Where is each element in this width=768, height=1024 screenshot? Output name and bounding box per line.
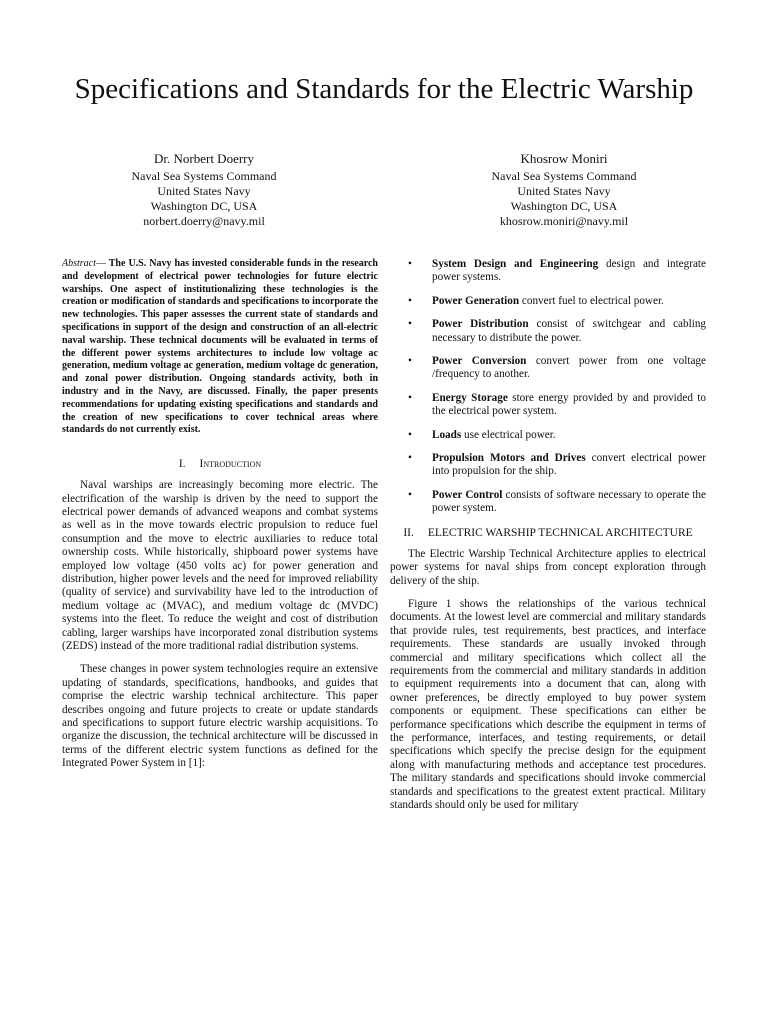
list-item-text: consist of switchgear and cabling necessary to distribute the power.	[432, 318, 707, 344]
list-item	[390, 452, 706, 479]
list-item-text: consists of software necessary to operate the power system.	[432, 488, 706, 515]
list-item	[390, 489, 706, 516]
author-branch: United States Navy	[517, 184, 611, 198]
list-item-term: Power Control	[432, 488, 503, 501]
author-location: Washington DC, USA	[150, 199, 258, 213]
bullet-icon: •	[408, 318, 412, 331]
bullet-icon: •	[408, 428, 412, 441]
left-column	[62, 258, 378, 781]
body-paragraph: Figure 1 shows the relationships of the various technical documents. At the lowest level are commercial and military standards that provide rules, test requirements, best practices, and interface requirements. These standards are usually invoked through commercial and military specifications which collect all the requirements from the commercial and military standards in addition to equipment requirements into a document that can, along with owner preferences, be directly employed to buy power system components or equipment. These specifications can either be performance specifications which describe the equipment in terms of the performance, interfaces, and testing requirements, or detail specifications which specify the precise design for the equipment along with manufacturing methods and acceptance test procedures. The military standards and specifications should invoke commercial standards and specifications to the greatest extent practical. Military standards should only be used for military	[390, 597, 706, 811]
bullet-icon: •	[408, 294, 412, 307]
bullet-icon: •	[408, 258, 412, 270]
list-item-term: Propulsion Motors and Drives	[432, 452, 586, 465]
list-item-term: Energy Storage	[432, 391, 508, 404]
list-item-text: use electrical power.	[461, 428, 556, 441]
list-item-term: Loads	[432, 428, 462, 441]
author-location: Washington DC, USA	[510, 199, 618, 213]
author-email: khosrow.moniri@navy.mil	[499, 214, 629, 228]
section-heading-introduction	[62, 457, 378, 471]
section-number: I.	[178, 458, 186, 471]
section-number: II.	[403, 526, 414, 539]
list-item	[390, 258, 706, 285]
author-name: Dr. Norbert Doerry	[154, 151, 254, 166]
list-item-term: System Design and Engineering	[432, 258, 599, 270]
bullet-icon: •	[408, 452, 412, 465]
section-title: ELECTRIC WARSHIP TECHNICAL ARCHITECTURE	[427, 526, 693, 539]
list-item-text: convert power from one voltage /frequency to another.	[432, 355, 706, 381]
paper-title: Specifications and Standards for the Electric Warship	[74, 73, 694, 105]
list-item	[390, 318, 706, 345]
abstract-label: Abstract	[62, 258, 96, 269]
section-heading-technical-architecture	[390, 526, 706, 540]
abstract	[62, 258, 378, 437]
author-branch: United States Navy	[157, 184, 251, 198]
list-item	[390, 392, 706, 419]
body-paragraph: These changes in power system technologies require an extensive updating of standards, specifications, handbooks, and guides that comprise the electric warship technical architecture. This paper describes ongoing and future projects to create or update standards and specifications to support future electric warship acquisitions. To organize the discussion, the technical architecture will be discussed in terms of the different electric system functions as defined for the Integrated Power System in [1]:	[62, 663, 378, 770]
author-organization: Naval Sea Systems Command	[131, 169, 277, 183]
author-block-2	[424, 151, 704, 229]
right-column	[390, 258, 706, 822]
bullet-icon: •	[408, 355, 412, 368]
list-item-text: store energy provided by and provided to the electrical power system.	[432, 391, 707, 418]
list-item-term: Power Generation	[432, 294, 520, 307]
abstract-text: The U.S. Navy has invested considerable funds in the research and development of electrical power technologies for future electric warships. One aspect of institutionalizing these technologies is the creation or modification of standards and specifications to incorporate the new technologies. This paper assesses the current state of standards and specifications in support of the design and construction of an all-electric naval warship. These technical documents will be evaluated in terms of the different power systems architectures to include low voltage ac generation, medium voltage ac generation, medium voltage dc generation, and zonal power distribution. Ongoing standards activity, both in industry and in the Navy, are discussed. Finally, the paper presents recommendations for updating existing specifications and standards and the creation of new specifications to cover technical areas where standards do not currently exist.	[62, 258, 379, 436]
list-item-text: convert electrical power into propulsion for the ship.	[432, 452, 706, 478]
body-paragraph: The Electric Warship Technical Architecture applies to electrical power systems for naval ships from concept exploration through delivery of the ship.	[390, 547, 706, 587]
list-item	[390, 295, 706, 308]
list-item	[390, 355, 706, 382]
list-item-term: Power Conversion	[432, 355, 527, 368]
author-organization: Naval Sea Systems Command	[491, 169, 637, 183]
bullet-icon: •	[408, 391, 412, 404]
author-name: Khosrow Moniri	[520, 151, 608, 166]
abstract-dash: —	[95, 258, 106, 269]
list-item	[390, 429, 706, 442]
list-item-text: convert fuel to electrical power.	[519, 294, 664, 307]
bullet-icon: •	[408, 488, 412, 501]
section-title: Introduction	[199, 458, 262, 471]
author-block-1	[64, 151, 344, 229]
author-email: norbert.doerry@navy.mil	[143, 214, 265, 228]
power-system-functions-list	[390, 258, 706, 516]
body-paragraph: Naval warships are increasingly becoming more electric. The electrification of the warship is driven by the need to support the electrical power demands of advanced weapons and combat systems as well as in the move towards electric propulsion to reduce fuel consumption and the move to electric auxiliaries to reduce total ownership costs. While historically, shipboard power systems have employed low voltage (450 volts ac) for power generation and distribution, higher power levels and the need for improved reliability (quality of service) and survivability have led to the introduction of medium voltage ac (MVAC), and medium voltage dc (MVDC) systems into the fleet. To reduce the weight and cost of distribution cabling, larger warships have incorporated zonal distribution systems (ZEDS) instead of the more traditional radial distribution systems.	[62, 479, 378, 653]
list-item-text: design and integrate power systems.	[432, 258, 706, 284]
list-item-term: Power Distribution	[432, 318, 529, 331]
